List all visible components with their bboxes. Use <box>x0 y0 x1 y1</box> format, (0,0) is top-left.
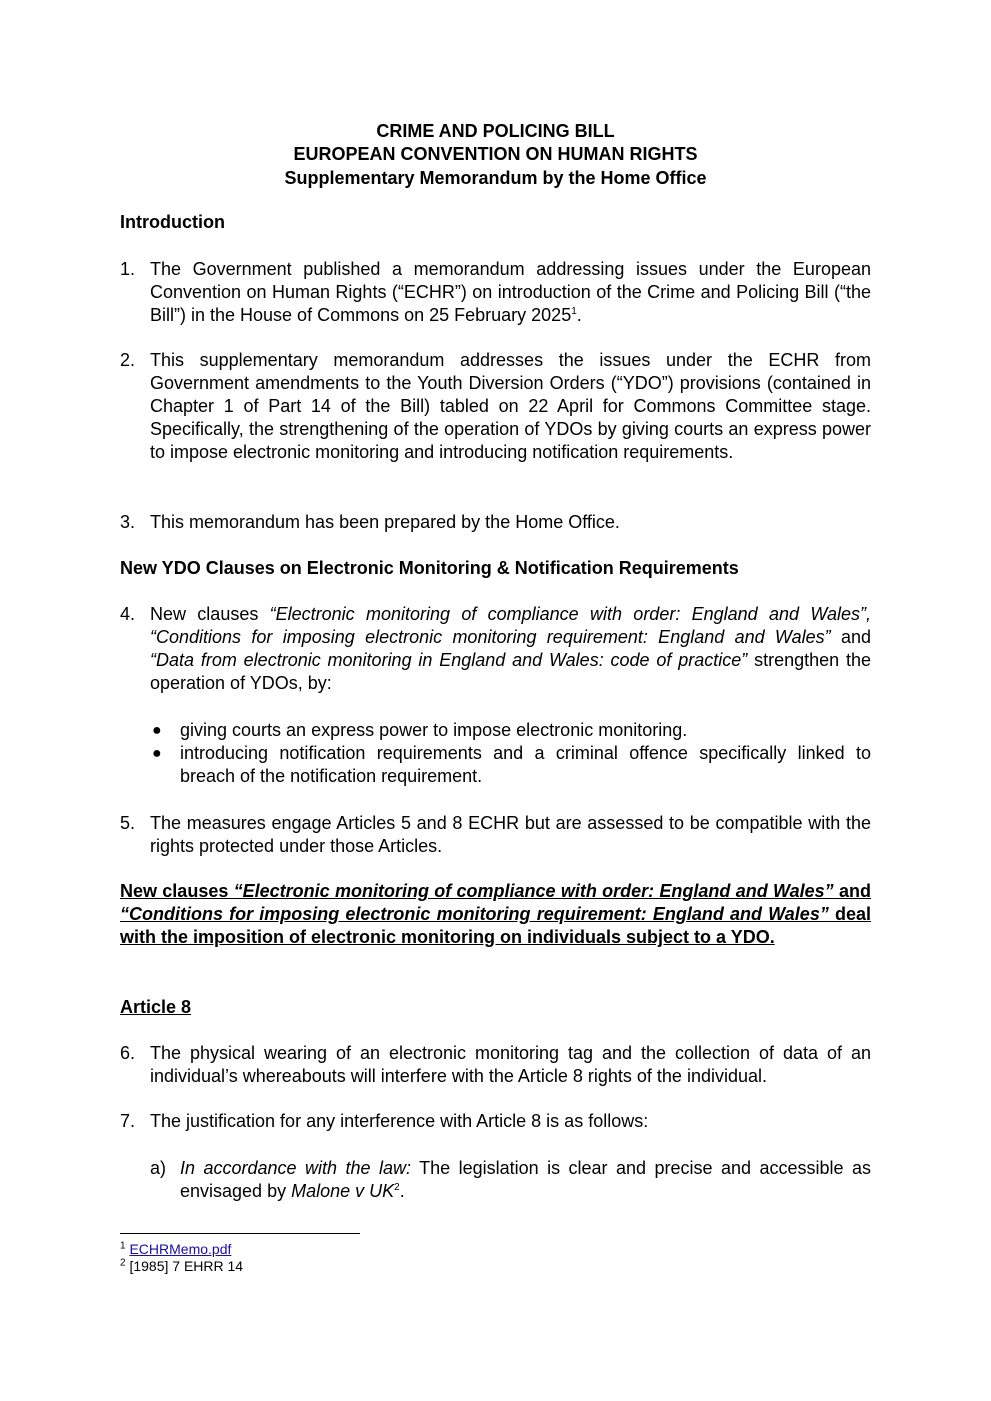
clause-title: “Conditions for imposing electronic monitoring requirement: England and Wales” <box>120 904 829 924</box>
paragraph-number: 4. <box>120 604 136 624</box>
list-item: ● introducing notification requirements and a criminal offence specifically linked to breach of the notification requirement. <box>152 743 871 786</box>
paragraph-number: a) <box>150 1158 167 1178</box>
footnote-2: $^2$ [1985] 7 EHRR 14 <box>120 1257 244 1274</box>
paragraph-3 <box>120 511 871 534</box>
footnote-ref-1: 1 <box>571 306 577 317</box>
paragraph-number: 7. <box>120 1111 136 1131</box>
paragraph-2 <box>120 349 871 464</box>
title-line-3: Supplementary Memorandum by the Home Office <box>284 167 707 188</box>
paragraph-text: The physical wearing of an electronic monitoring tag and the collection of data of an individual’s whereabouts will interfere with the Article 8 rights of the individual. <box>150 1043 871 1086</box>
paragraph-text: This supplementary memorandum addresses the issues under the ECHR from Government amendments to the Youth Diversion Orders (“YDO”) provisions (contained in Chapter 1 of Part 14 of the Bill) tabled on 22 April for Commons Committee stage. Specifically, the strengthening of the operation of YDOs by giving courts an express power to impose electronic monitoring and introducing notification requirements. <box>150 350 871 462</box>
heading-article-8: Article 8 <box>120 997 192 1017</box>
paragraph-7a: a) In accordance with the law: The legislation is clear and precise and accessible as envisaged by Malone v $UK^2$. <box>150 1158 871 1201</box>
paragraph-6 <box>120 1042 871 1088</box>
paragraph-number: 5. <box>120 813 136 833</box>
heading-introduction: Introduction <box>120 212 225 232</box>
footnote-1: $^1$ ECHRMemo.pdf <box>120 1240 232 1257</box>
paragraph-text: The measures engage Articles 5 and 8 ECHR but are assessed to be compatible with the rights protected under those Articles. <box>150 813 871 856</box>
bullet-icon: ● <box>152 722 162 739</box>
footnote-link[interactable]: ECHRMemo.pdf <box>129 1241 232 1257</box>
document-title <box>120 120 871 190</box>
footnote-divider <box>120 1233 360 1234</box>
paragraph-7 <box>120 1110 871 1133</box>
paragraph-number: 1. <box>120 259 136 279</box>
heading-new-ydo-clauses: New YDO Clauses on Electronic Monitoring & Notification Requirements <box>120 558 739 578</box>
list-item: ● giving courts an express power to impose electronic monitoring. <box>152 720 688 740</box>
footnote-ref-2: 2 <box>394 1182 400 1193</box>
paragraph-text: The Government published a memorandum addressing issues under the European Convention on Human Rights (“ECHR”) on introduction of the Crime and Policing Bill (“the Bill”) in the House of Commons on 25 February 2025 <box>150 259 871 325</box>
paragraph-4: 4. New clauses “Electronic monitoring of compliance with order: England and Wales”, “Conditions for imposing electronic monitoring requirement: England and Wales” and “Data from electronic monitoring in England and Wales: code of practice” strengthen the operation of YDOs, by: <box>120 604 872 693</box>
section-subheading-bold: New clauses “Electronic monitoring of compliance with order: England and Wales” and “Conditions for imposing electronic monitoring requirement: England and Wales” deal with the imposition of electronic monitoring on individuals subject to a YDO. <box>120 881 871 947</box>
paragraph-5 <box>120 812 871 858</box>
paragraph-text: The justification for any interference with Article 8 is as follows: <box>150 1111 649 1131</box>
paragraph-number: 2. <box>120 350 136 370</box>
paragraph-text: This memorandum has been prepared by the Home Office. <box>150 512 620 532</box>
bullet-icon: ● <box>152 745 162 762</box>
paragraph-number: 6. <box>120 1043 136 1063</box>
title-line-1: CRIME AND POLICING BILL <box>376 121 615 141</box>
footnote-text: [1985] 7 EHRR 14 <box>129 1258 244 1274</box>
title-line-2: EUROPEAN CONVENTION ON HUMAN RIGHTS <box>293 144 698 165</box>
paragraph-number: 3. <box>120 512 136 532</box>
clause-title: “Data from electronic monitoring in England and Wales: code of practice” <box>150 650 748 670</box>
paragraph-1: 1. The Government published a memorandum addressing issues under the European Convention on Human Rights (“ECHR”) on introduction of the Crime and Policing Bill (“the Bill”) in the House of Commons on 25 February 2025$^1$. <box>120 259 871 325</box>
clause-title: “Electronic monitoring of compliance with order: England and Wales”, “Conditions for imposing electronic monitoring requirement: England and Wales” <box>150 604 872 647</box>
case-name: Malone v UK <box>291 1181 395 1201</box>
clause-title: “Electronic monitoring of compliance with order: England and Wales” <box>233 881 834 901</box>
